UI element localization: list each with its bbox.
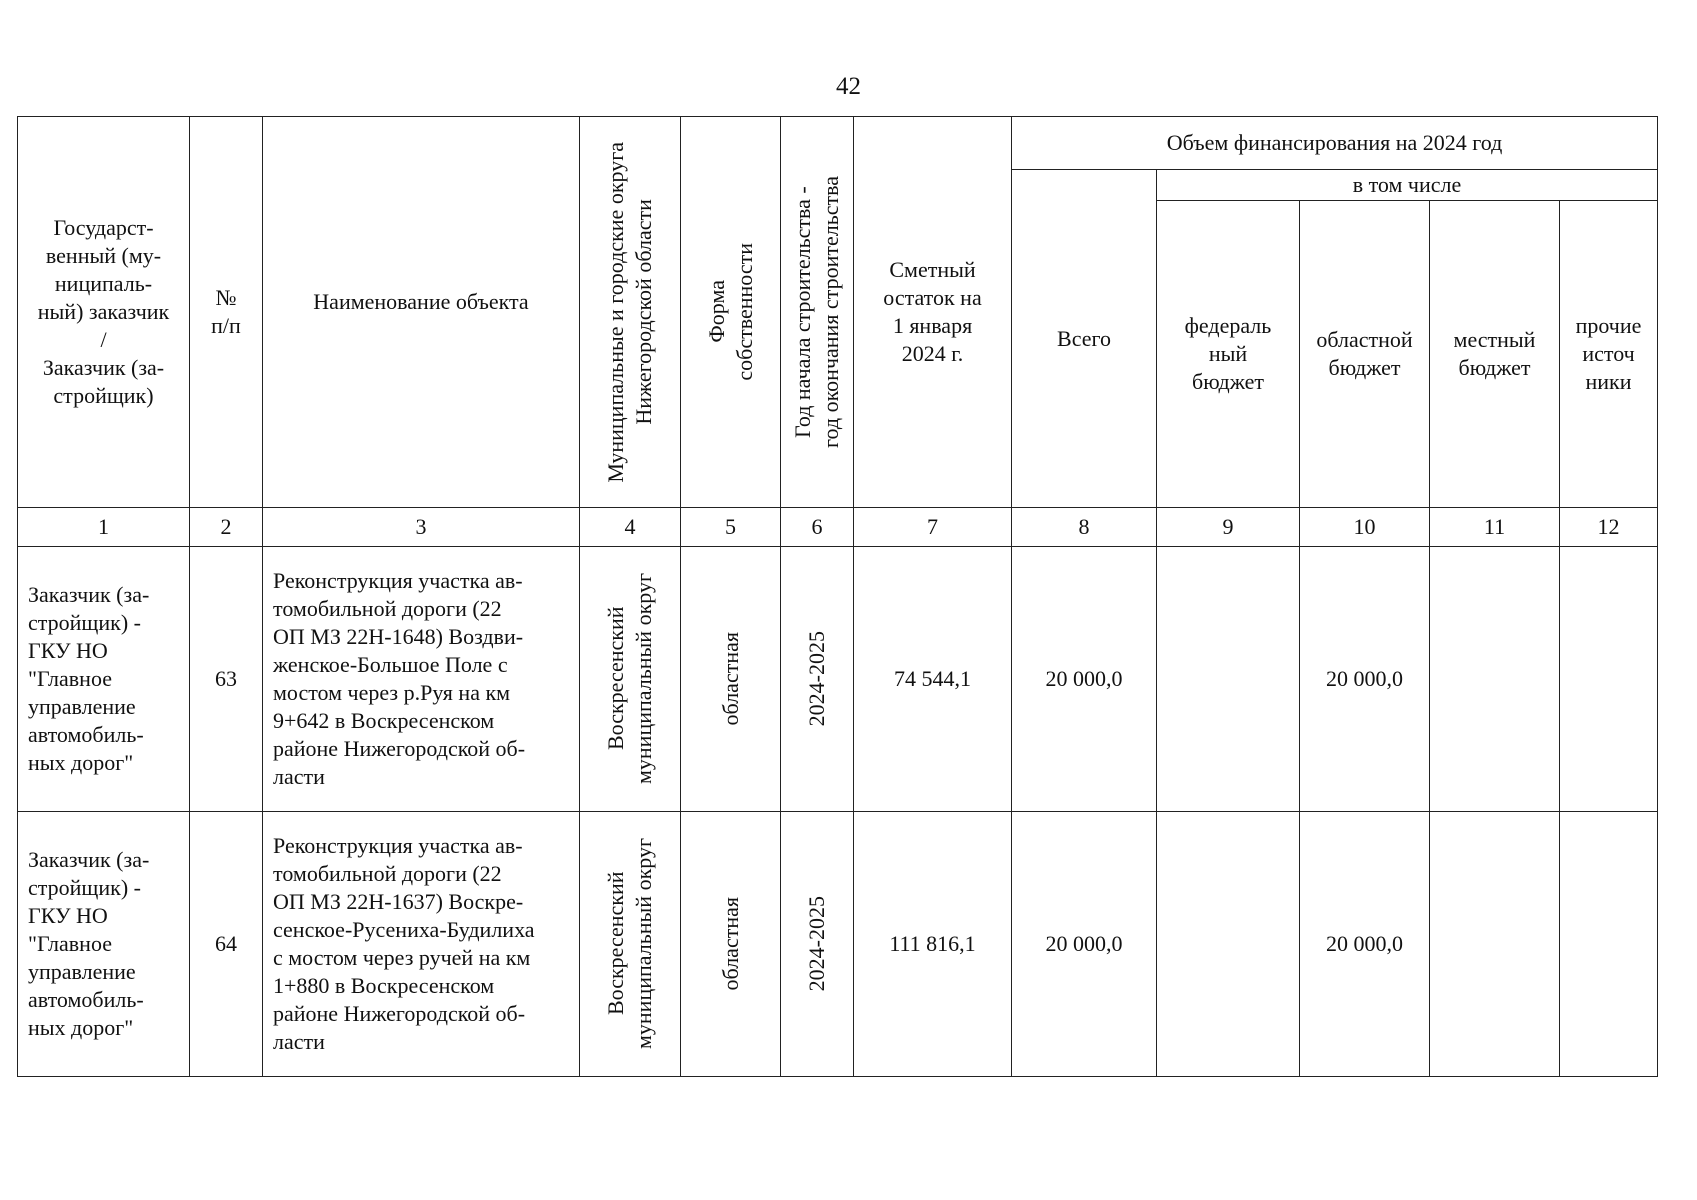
header-including: в том числе [1157, 170, 1658, 201]
header-other: прочие источ ники [1560, 201, 1658, 508]
header-total: Всего [1012, 170, 1157, 508]
header-municipality [580, 117, 681, 508]
funding-table [17, 116, 1658, 1077]
row-federal [1157, 812, 1300, 1077]
column-number: 4 [580, 508, 681, 547]
column-number: 2 [190, 508, 263, 547]
row-estimate: 74 544,1 [854, 547, 1012, 812]
header-object-name: Наименование объекта [263, 117, 580, 508]
row-municipality [580, 812, 681, 1077]
row-number: 63 [190, 547, 263, 812]
row-years [781, 812, 854, 1077]
column-number: 11 [1430, 508, 1560, 547]
header-ownership-text: Форма собственности [703, 243, 757, 381]
table-row [18, 812, 1658, 1077]
page-number: 42 [836, 73, 861, 100]
table-row [18, 547, 1658, 812]
row-years-text: 2024-2025 [804, 896, 829, 992]
column-number: 3 [263, 508, 580, 547]
row-customer: Заказчик (за- стройщик) - ГКУ НО "Главное управление автомобиль- ных дорог" [18, 547, 190, 812]
row-object-name: Реконструкция участка ав- томобильной дороги (22 ОП МЗ 22Н-1637) Воскре- сенское-Русениха-Будилиха с мостом через ручей на км 1+880 в Воскресенском районе Нижегородской об- ласти [263, 812, 580, 1077]
row-customer: Заказчик (за- стройщик) - ГКУ НО "Главное управление автомобиль- ных дорог" [18, 812, 190, 1077]
row-total: 20 000,0 [1012, 812, 1157, 1077]
row-ownership-text: областная [717, 632, 743, 726]
header-estimate: Сметный остаток на 1 января 2024 г. [854, 117, 1012, 508]
column-number: 6 [781, 508, 854, 547]
column-number: 5 [681, 508, 781, 547]
row-federal [1157, 547, 1300, 812]
row-regional: 20 000,0 [1300, 812, 1430, 1077]
row-other [1560, 547, 1658, 812]
header-regional: областной бюджет [1300, 201, 1430, 508]
row-ownership-text: областная [717, 897, 743, 991]
header-years-text: Год начала строительства - год окончания строительства [790, 176, 843, 448]
header-federal: федераль ный бюджет [1157, 201, 1300, 508]
row-ownership [681, 812, 781, 1077]
column-number: 10 [1300, 508, 1430, 547]
header-funding-title: Объем финансирования на 2024 год [1012, 117, 1658, 170]
column-number: 7 [854, 508, 1012, 547]
header-local: местный бюджет [1430, 201, 1560, 508]
header-number: № п/п [190, 117, 263, 508]
row-local [1430, 547, 1560, 812]
row-municipality [580, 547, 681, 812]
row-years-text: 2024-2025 [804, 631, 829, 727]
column-number: 8 [1012, 508, 1157, 547]
column-number: 1 [18, 508, 190, 547]
row-regional: 20 000,0 [1300, 547, 1430, 812]
header-years [781, 117, 854, 508]
row-ownership [681, 547, 781, 812]
row-years [781, 547, 854, 812]
column-number-row [18, 508, 1658, 547]
column-number: 9 [1157, 508, 1300, 547]
row-object-name: Реконструкция участка ав- томобильной дороги (22 ОП МЗ 22Н-1648) Воздви- женское-Большое Поле с мостом через р.Руя на км 9+642 в Воскресенском районе Нижегородской об- ласти [263, 547, 580, 812]
header-ownership [681, 117, 781, 508]
header-municipality-text: Муниципальные и городские округа Нижегородской области [603, 141, 656, 483]
row-estimate: 111 816,1 [854, 812, 1012, 1077]
row-number: 64 [190, 812, 263, 1077]
row-municipality-text: Воскресенский муниципальный округ [603, 573, 656, 785]
row-municipality-text: Воскресенский муниципальный округ [603, 838, 656, 1050]
row-other [1560, 812, 1658, 1077]
column-number: 12 [1560, 508, 1658, 547]
row-total: 20 000,0 [1012, 547, 1157, 812]
row-local [1430, 812, 1560, 1077]
header-customer: Государст- венный (му- ниципаль- ный) заказчик / Заказчик (за- стройщик) [18, 117, 190, 508]
